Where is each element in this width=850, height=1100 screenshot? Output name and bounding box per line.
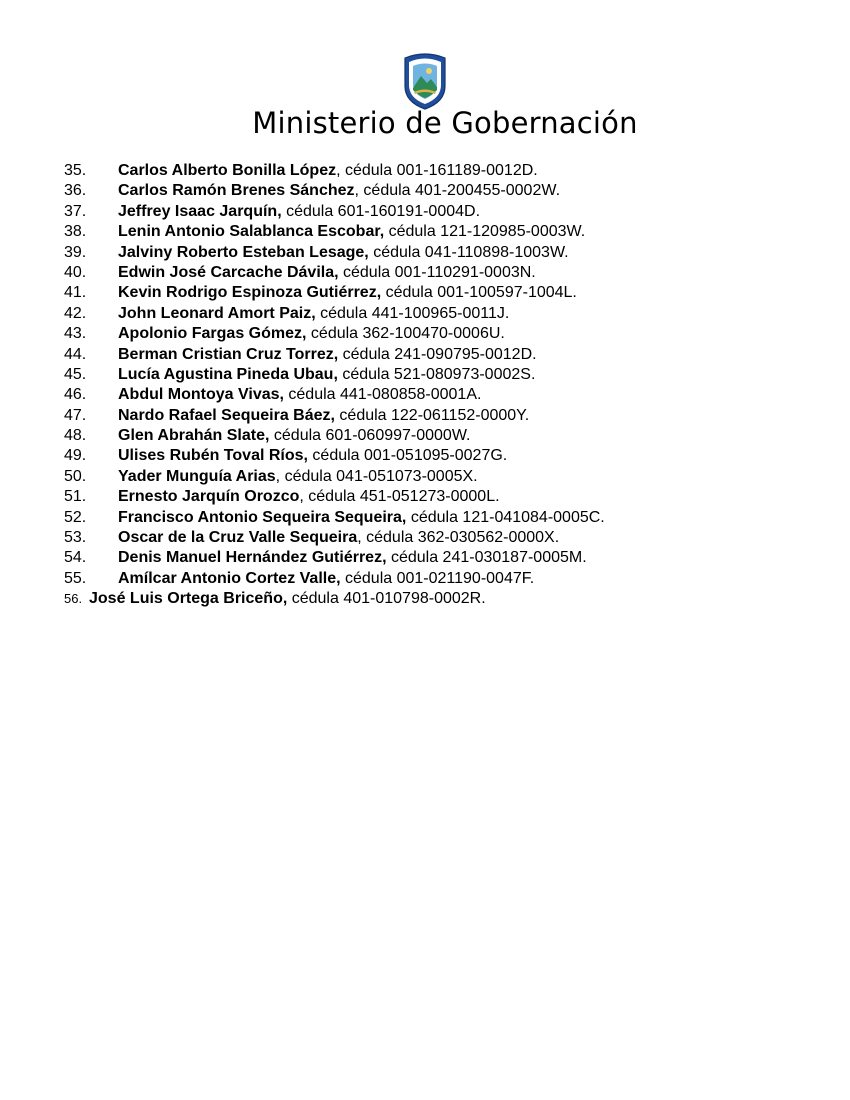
list-item-number: 55. [64, 569, 87, 587]
list-item [64, 406, 824, 426]
person-name: José Luis Ortega Briceño, [89, 590, 288, 608]
list-item [64, 263, 824, 283]
list-item-entry [118, 345, 537, 365]
person-name: John Leonard Amort Paiz, [118, 304, 316, 322]
cedula-text: cédula 401-010798-0002R. [287, 590, 486, 608]
cedula-text: cédula 121-120985-0003W. [384, 223, 586, 241]
list-item [64, 365, 824, 385]
list-item-number: 54. [64, 549, 87, 567]
list-item-number: 35. [64, 162, 87, 179]
cedula-text: cédula 001-100597-1004L. [381, 284, 577, 302]
list-item [64, 161, 824, 181]
person-name: Denis Manuel Hernández Gutiérrez, [118, 549, 387, 567]
person-name: Ernesto Jarquín Orozco [118, 488, 300, 506]
person-name: Oscar de la Cruz Valle Sequeira [118, 529, 358, 547]
person-name: Jeffrey Isaac Jarquín, [118, 202, 282, 220]
list-item [64, 222, 824, 242]
list-item-number: 46. [64, 386, 87, 404]
list-item-entry [118, 222, 585, 242]
list-item [64, 324, 824, 344]
list-item-entry [118, 324, 505, 344]
cedula-text: , cédula 362-030562-0000X. [357, 529, 560, 547]
person-name: Apolonio Fargas Gómez, [118, 325, 307, 343]
list-item-number: 39. [64, 243, 87, 261]
list-item-entry [118, 528, 559, 548]
list-item-number: 37. [64, 202, 87, 220]
list-item-number: 45. [64, 365, 87, 383]
cedula-text: cédula 601-060997-0000W. [269, 427, 471, 445]
list-item-entry [118, 181, 560, 201]
person-name: Lucía Agustina Pineda Ubau, [118, 365, 338, 383]
list-item [64, 345, 824, 365]
cedula-text: cédula 001-021190-0047F. [340, 569, 535, 587]
list-item [64, 569, 824, 589]
list-item-number: 56. [64, 591, 83, 607]
cedula-text: cédula 121-041084-0005C. [406, 508, 605, 526]
list-item-entry [118, 365, 535, 385]
list-item-entry [118, 446, 507, 466]
person-name: Ulises Rubén Toval Ríos, [118, 447, 308, 465]
cedula-text: cédula 041-110898-1003W. [368, 243, 569, 261]
list-item-entry [118, 385, 481, 405]
list-item-entry [118, 508, 605, 528]
list-item-entry [118, 467, 478, 487]
list-item-number: 38. [64, 223, 87, 241]
list-item-entry [118, 304, 509, 324]
list-item-number: 53. [64, 529, 87, 547]
list-item-number: 51. [64, 488, 87, 506]
cedula-text: , cédula 001-161189-0012D. [336, 162, 538, 179]
cedula-text: cédula 122-061152-0000Y. [334, 406, 530, 424]
list-item [64, 548, 824, 568]
person-name: Francisco Antonio Sequeira Sequeira, [118, 508, 407, 526]
list-item-entry [118, 426, 471, 446]
list-item-entry [118, 263, 536, 283]
list-item [64, 243, 824, 263]
list-item-entry [118, 406, 529, 426]
person-name: Lenin Antonio Salablanca Escobar, [118, 223, 385, 241]
ministry-seal-logo [401, 52, 449, 110]
person-name: Nardo Rafael Sequeira Báez, [118, 406, 335, 424]
person-name: Kevin Rodrigo Espinoza Gutiérrez, [118, 284, 382, 302]
person-name: Jalviny Roberto Esteban Lesage, [118, 243, 369, 261]
person-name: Glen Abrahán Slate, [118, 427, 270, 445]
list-item-number: 48. [64, 427, 87, 445]
list-item-entry [118, 202, 480, 222]
list-item [64, 181, 824, 201]
list-item-number: 50. [64, 467, 87, 485]
list-item [64, 446, 824, 466]
list-item-number: 36. [64, 182, 87, 200]
person-name: Edwin José Carcache Dávila, [118, 263, 339, 281]
list-item-number: 43. [64, 325, 87, 343]
cedula-text: , cédula 401-200455-0002W. [354, 182, 561, 200]
list-item-number: 44. [64, 345, 87, 363]
person-name: Carlos Ramón Brenes Sánchez [118, 182, 355, 200]
cedula-text: cédula 241-090795-0012D. [338, 345, 537, 363]
cedula-text: cédula 241-030187-0005M. [386, 549, 587, 567]
cedula-text: , cédula 041-051073-0005X. [275, 467, 478, 485]
cedula-text: cédula 521-080973-0002S. [337, 365, 536, 383]
list-item-entry [118, 548, 587, 568]
person-list [64, 161, 824, 610]
list-item-entry [118, 283, 577, 303]
person-name: Yader Munguía Arias [118, 467, 276, 485]
list-item-entry [118, 161, 538, 181]
list-item [64, 487, 824, 507]
cedula-text: cédula 441-080858-0001A. [283, 386, 482, 404]
list-item-number: 41. [64, 284, 87, 302]
cedula-text: cédula 601-160191-0004D. [281, 202, 481, 220]
cedula-text: , cédula 451-051273-0000L. [299, 488, 500, 506]
list-item [64, 528, 824, 548]
list-item-number: 42. [64, 304, 87, 322]
list-item [64, 283, 824, 303]
cedula-text: cédula 001-051095-0027G. [307, 447, 508, 465]
list-item [64, 385, 824, 405]
person-name: Carlos Alberto Bonilla López [118, 162, 337, 179]
list-item-number: 49. [64, 447, 87, 465]
list-item [64, 426, 824, 446]
cedula-text: cédula 441-100965-0011J. [315, 304, 510, 322]
list-item [64, 202, 824, 222]
page-title: Ministerio de Gobernación [252, 106, 638, 140]
list-item [64, 589, 824, 609]
cedula-text: cédula 001-110291-0003N. [338, 263, 536, 281]
person-name: Abdul Montoya Vivas, [118, 386, 284, 404]
list-item-entry [89, 589, 486, 609]
list-item-entry [118, 243, 569, 263]
list-item-number: 47. [64, 406, 87, 424]
list-item [64, 304, 824, 324]
list-item [64, 508, 824, 528]
list-item-entry [118, 487, 500, 507]
list-item [64, 467, 824, 487]
person-name: Amílcar Antonio Cortez Valle, [118, 569, 341, 587]
list-item-entry [118, 569, 534, 589]
list-item-number: 52. [64, 508, 87, 526]
person-name: Berman Cristian Cruz Torrez, [118, 345, 339, 363]
cedula-text: cédula 362-100470-0006U. [306, 325, 505, 343]
list-item-number: 40. [64, 263, 87, 281]
